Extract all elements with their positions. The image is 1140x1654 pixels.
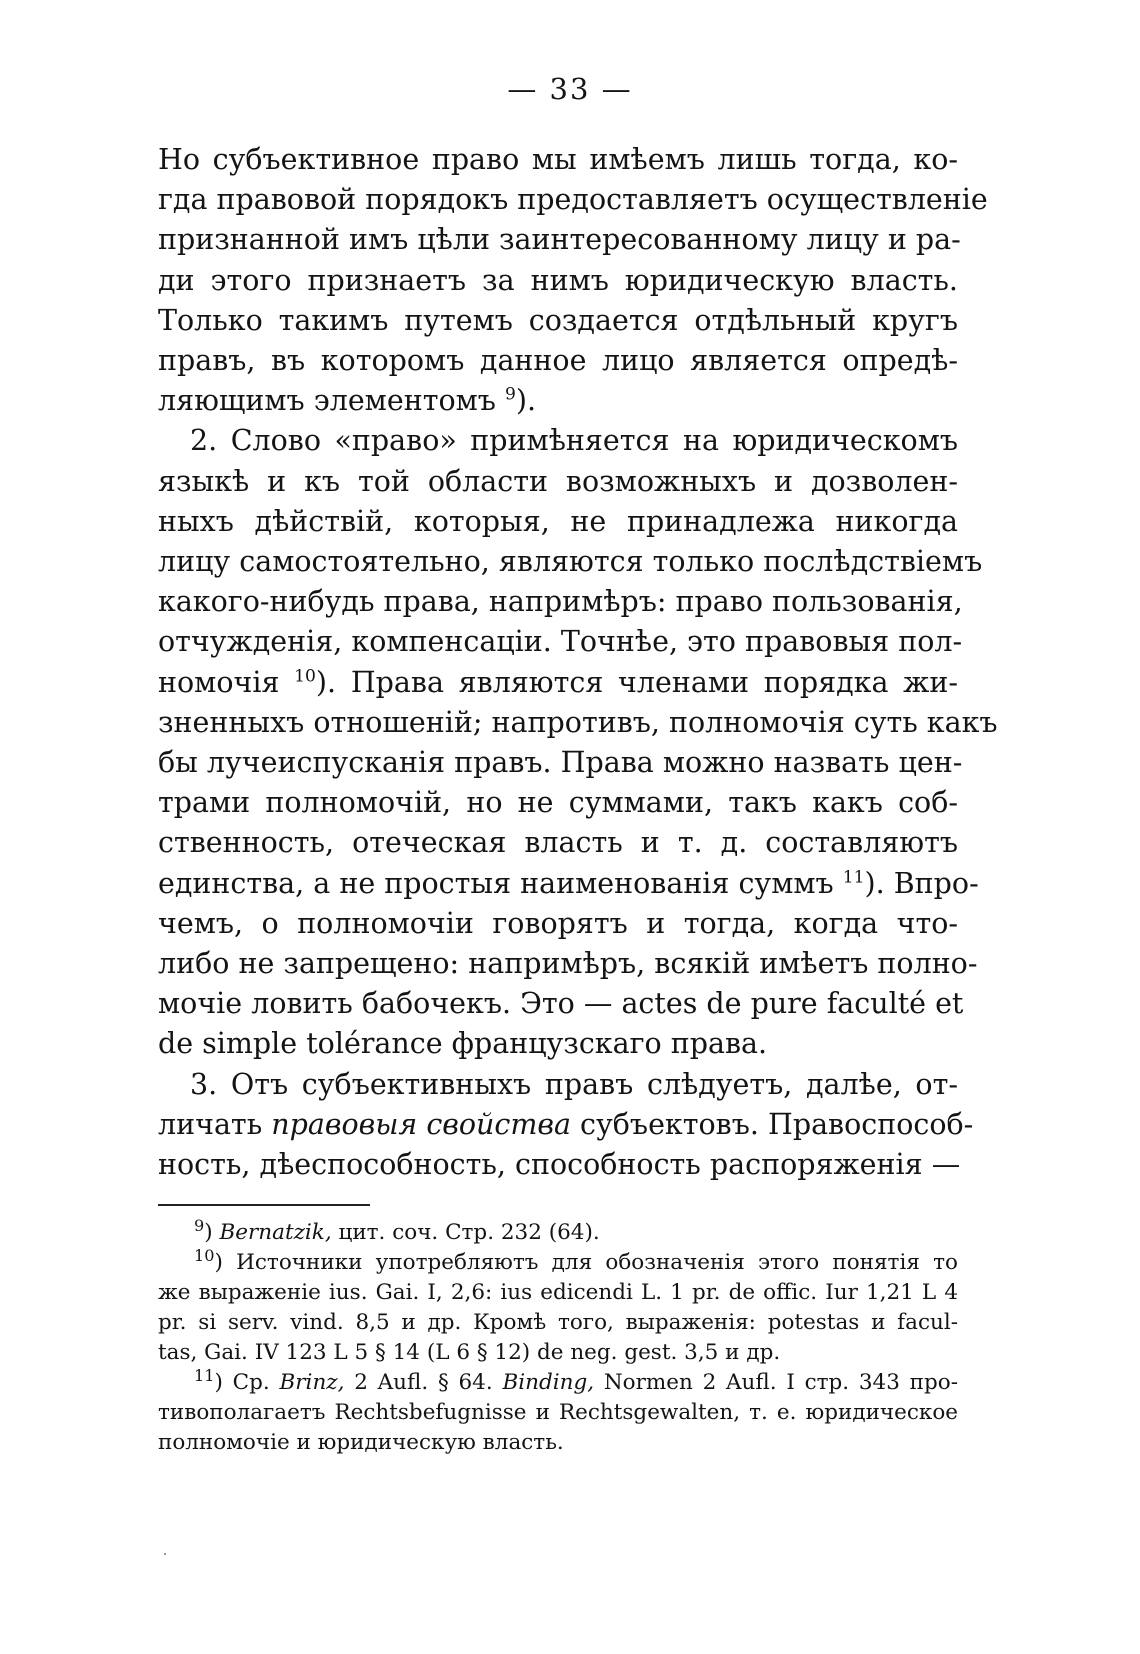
author-name: Brinz,	[279, 1370, 345, 1395]
text-line: ственность, отеческая власть и т. д. составляютъ	[158, 826, 958, 860]
text-line: Но субъективное право мы имѣемъ лишь тогда, ко-	[158, 143, 958, 176]
text-line: языкѣ и къ той области возможныхъ и дозволен-	[158, 464, 958, 498]
footnote-ref-10: 10	[294, 666, 316, 687]
text-fragment: субъектовъ. Правоспособ-	[580, 1107, 974, 1141]
text-line: трами полномочій, но не суммами, такъ какъ соб-	[158, 786, 958, 820]
text-fragment: единства, а не простыя наименованія суммъ	[158, 866, 834, 900]
text-line: Только такимъ путемъ создается отдѣльный кругъ	[158, 303, 958, 337]
footnote-mark: 10	[194, 1245, 215, 1265]
footnote-line: pr. si serv. vind. 8,5 и др. Кромѣ того, выраженія: potestas и facul-	[158, 1310, 958, 1335]
main-text	[158, 140, 998, 1185]
text-line: какого-нибудь права, напримѣръ: право пользованія,	[158, 585, 963, 619]
text-fragment: ). Права являются членами порядка жи-	[315, 665, 958, 699]
footnotes	[158, 1215, 958, 1458]
paragraph-3	[158, 1065, 974, 1186]
footnote-9	[158, 1215, 958, 1248]
text-fragment: ). Впро-	[864, 866, 979, 900]
paragraph-2	[158, 421, 998, 1064]
text-line: ность, дѣеспособность, способность распоряженія —	[158, 1148, 961, 1182]
footnote-10	[158, 1245, 958, 1368]
text-fragment: ).	[515, 384, 537, 418]
text-line: либо не запрещено: напримѣръ, всякій имѣетъ полно-	[158, 947, 978, 981]
footnote-11	[158, 1365, 958, 1458]
text-fragment: 2 Aufl. § 64.	[354, 1370, 493, 1395]
text-line	[158, 1105, 974, 1145]
text-line: бы лучеиспусканія правъ. Права можно назвать цен-	[158, 746, 963, 780]
footnote-line: $^{10}$) Источники употребляютъ для обозначенія этого понятія то	[194, 1245, 958, 1275]
text-line: 3. Отъ субъективныхъ правъ слѣдуетъ, далѣе, от-	[190, 1067, 958, 1101]
text-fragment: личать	[158, 1107, 263, 1141]
footnote-line: tas, Gai. IV 123 L 5 § 14 (L 6 § 12) de neg. gest. 3,5 и др.	[158, 1340, 781, 1365]
footnote-line: $^9$) Bernatzik, цит. соч. Стр. 232 (64).	[194, 1215, 600, 1245]
footnote-line: же выраженіе ius. Gai. I, 2,6: ius edicendi L. 1 pr. de offic. Iur 1,21 L 4	[158, 1280, 958, 1305]
text-line: лицу самостоятельно, являются только послѣдствіемъ	[158, 545, 983, 579]
page-number: — 33 —	[507, 72, 633, 106]
footnote-line: тивополагаетъ Rechtsbefugnisse и Rechtsgewalten, т. е. юридическое	[158, 1400, 958, 1425]
footnote-line: $^{11}$) Ср. Brinz, 2 Aufl. § 64. Binding, Normen 2 Aufl. I стр. 343 про-	[194, 1365, 958, 1395]
text-line: гда правовой порядокъ предоставляетъ осуществленіе	[158, 183, 988, 217]
footnote-ref-9: 9	[505, 384, 516, 405]
text-line: ныхъ дѣйствій, которыя, не принадлежа никогда	[158, 504, 958, 538]
text-fragment: Источники употребляютъ для обозначенія этого понятія то	[236, 1250, 958, 1275]
footnote-mark: 9	[194, 1215, 205, 1235]
text-line: отчужденія, компенсаціи. Точнѣе, это правовыя пол-	[158, 625, 963, 659]
footnote-mark: 11	[194, 1365, 215, 1385]
text-line: de simple tolérance французскаго права.	[158, 1027, 768, 1061]
text-line: 2. Слово «право» примѣняется на юридическомъ	[190, 424, 958, 458]
text-line: правъ, въ которомъ данное лицо является опредѣ-	[158, 344, 958, 378]
text-line	[158, 864, 979, 904]
print-speck	[164, 1553, 166, 1555]
text-fragment: цит. соч. Стр. 232 (64).	[338, 1220, 600, 1245]
text-line: признанной имъ цѣли заинтересованному лицу и ра-	[158, 223, 961, 257]
footnote-ref-11: 11	[842, 867, 865, 888]
author-name: Bernatzik,	[219, 1220, 332, 1245]
text-fragment: ляющимъ элементомъ	[158, 384, 496, 418]
text-fragment: Ср.	[232, 1370, 270, 1395]
text-fragment: номочія	[158, 665, 280, 699]
text-line: чемъ, о полномочіи говорятъ и тогда, когда что-	[158, 906, 958, 940]
author-name: Binding,	[502, 1370, 595, 1395]
text-line: мочіе ловить бабочекъ. Это — actes de pure faculté et	[158, 987, 964, 1021]
footnote-separator	[158, 1204, 370, 1206]
footnote-line: полномочіе и юридическую власть.	[158, 1430, 564, 1455]
paragraph-1	[158, 140, 988, 421]
text-fragment: Normen 2 Aufl. I стр. 343 про-	[603, 1370, 958, 1395]
text-line	[158, 381, 958, 421]
text-line: ди этого признаетъ за нимъ юридическую власть.	[158, 263, 958, 297]
text-line: зненныхъ отношеній; напротивъ, полномочія суть какъ	[158, 705, 998, 739]
italic-term: правовыя свойства	[271, 1107, 571, 1141]
text-line	[158, 663, 958, 703]
